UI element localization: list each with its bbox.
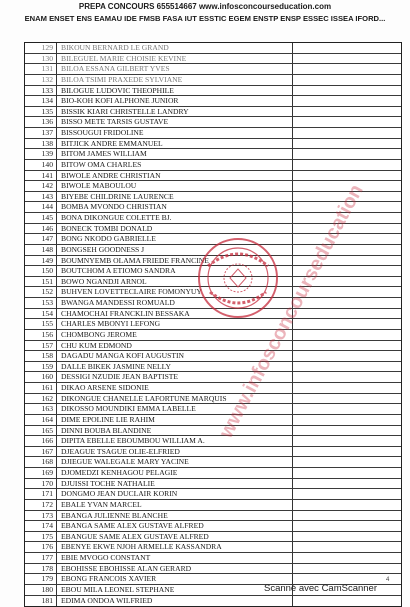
empty-cell bbox=[293, 564, 401, 574]
candidate-name: EBENYE EKWE NJOH ARMELLE KASSANDRA bbox=[57, 542, 293, 552]
table-row bbox=[25, 234, 401, 245]
table-row bbox=[25, 394, 401, 405]
row-number: 147 bbox=[25, 234, 57, 244]
empty-cell bbox=[293, 489, 401, 499]
empty-cell bbox=[293, 319, 401, 329]
row-number: 170 bbox=[25, 479, 57, 489]
empty-cell bbox=[293, 341, 401, 351]
candidate-name: BILOA TSIMI PRAXEDE SYLVIANE bbox=[57, 75, 293, 85]
empty-cell bbox=[293, 468, 401, 478]
row-number: 181 bbox=[25, 596, 57, 607]
row-number: 130 bbox=[25, 54, 57, 64]
empty-cell bbox=[293, 54, 401, 64]
row-number: 176 bbox=[25, 542, 57, 552]
row-number: 155 bbox=[25, 319, 57, 329]
table-row bbox=[25, 202, 401, 213]
table-row bbox=[25, 372, 401, 383]
empty-cell bbox=[293, 117, 401, 127]
table-row bbox=[25, 489, 401, 500]
table-row bbox=[25, 54, 401, 65]
candidate-name: DIME EPOLINE LIE RAHIM bbox=[57, 415, 293, 425]
candidate-name: DJIEGUE WALEGALE MARY YACINE bbox=[57, 457, 293, 467]
row-number: 138 bbox=[25, 139, 57, 149]
row-number: 148 bbox=[25, 245, 57, 255]
candidate-name: BOUTCHOM A ETIOMO SANDRA bbox=[57, 266, 293, 276]
empty-cell bbox=[293, 596, 401, 607]
empty-cell bbox=[293, 75, 401, 85]
row-number: 174 bbox=[25, 521, 57, 531]
table-row bbox=[25, 96, 401, 107]
candidate-name: DINNI BOUBA BLANDINE bbox=[57, 426, 293, 436]
empty-cell bbox=[293, 383, 401, 393]
row-number: 165 bbox=[25, 426, 57, 436]
empty-cell bbox=[293, 426, 401, 436]
empty-cell bbox=[293, 394, 401, 404]
candidate-name: BILOGUE LUDOVIC THEOPHILE bbox=[57, 86, 293, 96]
empty-cell bbox=[293, 330, 401, 340]
table-row bbox=[25, 256, 401, 267]
row-number: 157 bbox=[25, 341, 57, 351]
table-row bbox=[25, 277, 401, 288]
empty-cell bbox=[293, 500, 401, 510]
candidate-name: BOWO NGANDJI ARNOL bbox=[57, 277, 293, 287]
candidate-name: CHAMOCHAI FRANCKLIN BESSAKA bbox=[57, 309, 293, 319]
empty-cell bbox=[293, 415, 401, 425]
row-number: 154 bbox=[25, 309, 57, 319]
candidate-name: DONGMO JEAN DUCLAIR KORIN bbox=[57, 489, 293, 499]
empty-cell bbox=[293, 542, 401, 552]
row-number: 132 bbox=[25, 75, 57, 85]
candidate-name: EBIE MVOGO CONSTANT bbox=[57, 553, 293, 563]
table-row bbox=[25, 298, 401, 309]
candidate-name: BIYEBE CHILDRINE LAURENCE bbox=[57, 192, 293, 202]
candidate-name: DJOMEDZI KENHAGOU PELAGIE bbox=[57, 468, 293, 478]
table-row bbox=[25, 553, 401, 564]
table-row bbox=[25, 564, 401, 575]
table-row bbox=[25, 319, 401, 330]
empty-cell bbox=[293, 171, 401, 181]
row-number: 153 bbox=[25, 298, 57, 308]
row-number: 145 bbox=[25, 213, 57, 223]
candidate-name: DIKOSSO MOUNDIKI EMMA LABELLE bbox=[57, 404, 293, 414]
empty-cell bbox=[293, 96, 401, 106]
candidate-name: BOMBA MVONDO CHRISTIAN bbox=[57, 202, 293, 212]
table-row bbox=[25, 596, 401, 607]
row-number: 179 bbox=[25, 574, 57, 584]
candidate-name: CHOMBONG JEROME bbox=[57, 330, 293, 340]
candidate-name: BILEGUEL MARIE CHOISIE KEVINE bbox=[57, 54, 293, 64]
candidate-name: EBANGA SAME ALEX GUSTAVE ALFRED bbox=[57, 521, 293, 531]
candidate-name: EDIMA ONDOA WILFRIED bbox=[57, 596, 293, 607]
table-row bbox=[25, 351, 401, 362]
camscanner-footer: Scanné avec CamScanner bbox=[264, 583, 378, 594]
row-number: 136 bbox=[25, 117, 57, 127]
row-number: 175 bbox=[25, 532, 57, 542]
table-row bbox=[25, 341, 401, 352]
table-row bbox=[25, 404, 401, 415]
table-row bbox=[25, 457, 401, 468]
watermark-text: www.infosconcourseducation bbox=[215, 180, 368, 442]
row-number: 166 bbox=[25, 436, 57, 446]
row-number: 167 bbox=[25, 447, 57, 457]
table-row bbox=[25, 330, 401, 341]
candidate-name: EBONG FRANCOIS XAVIER bbox=[57, 574, 293, 584]
table-row bbox=[25, 447, 401, 458]
empty-cell bbox=[293, 224, 401, 234]
candidate-name: DAGADU MANGA KOFI AUGUSTIN bbox=[57, 351, 293, 361]
empty-cell bbox=[293, 277, 401, 287]
page-number: 4 bbox=[386, 577, 390, 583]
candidate-name: BIWOLE ANDRE CHRISTIAN bbox=[57, 171, 293, 181]
row-number: 134 bbox=[25, 96, 57, 106]
candidate-name: BISSO METE TARSIS GUSTAVE bbox=[57, 117, 293, 127]
candidate-name: BITOM JAMES WILLIAM bbox=[57, 149, 293, 159]
empty-cell bbox=[293, 202, 401, 212]
row-number: 158 bbox=[25, 351, 57, 361]
row-number: 178 bbox=[25, 564, 57, 574]
table-row bbox=[25, 75, 401, 86]
candidate-name: DALLE BIKEK JASMINE NELLY bbox=[57, 362, 293, 372]
table-row bbox=[25, 213, 401, 224]
row-number: 171 bbox=[25, 489, 57, 499]
candidate-name: EBALE YVAN MARCEL bbox=[57, 500, 293, 510]
candidate-name: DIKAO ARSENE SIDONIE bbox=[57, 383, 293, 393]
empty-cell bbox=[293, 298, 401, 308]
candidate-name: BUHVEN LOVETTECLAIRE FOMONYUY bbox=[57, 287, 293, 297]
table-row bbox=[25, 542, 401, 553]
candidate-name: BITJICK ANDRE EMMANUEL bbox=[57, 139, 293, 149]
row-number: 151 bbox=[25, 277, 57, 287]
empty-cell bbox=[293, 532, 401, 542]
empty-cell bbox=[293, 351, 401, 361]
candidate-name: BIKOUN BERNARD LE GRAND bbox=[57, 43, 293, 53]
candidate-name: BOUMNYEMB OLAMA FRIEDE FRANCINE bbox=[57, 256, 293, 266]
table-row bbox=[25, 532, 401, 543]
candidate-name: DIPITA EBELLE EBOUMBOU WILLIAM A. bbox=[57, 436, 293, 446]
candidate-name: BONA DIKONGUE COLETTE BJ. bbox=[57, 213, 293, 223]
table-row bbox=[25, 383, 401, 394]
candidate-name: BISSIK KIARI CHRISTELLE LANDRY bbox=[57, 107, 293, 117]
header-line-1: PREPA CONCOURS 655514667 www.infosconcourseducation.com bbox=[78, 2, 332, 11]
row-number: 177 bbox=[25, 553, 57, 563]
row-number: 139 bbox=[25, 149, 57, 159]
table-row bbox=[25, 511, 401, 522]
row-number: 149 bbox=[25, 256, 57, 266]
table-row bbox=[25, 160, 401, 171]
empty-cell bbox=[293, 479, 401, 489]
empty-cell bbox=[293, 266, 401, 276]
header-line-2: ENAM ENSET ENS EAMAU IDE FMSB FASA IUT ESSTIC EGEM ENSTP ENSP ESSEC ISSEA IFORD... bbox=[24, 14, 386, 23]
candidate-name: BONECK TOMBI DONALD bbox=[57, 224, 293, 234]
table-row bbox=[25, 64, 401, 75]
candidate-name: DESSIGI NZUDIE JEAN BAPTISTE bbox=[57, 372, 293, 382]
empty-cell bbox=[293, 86, 401, 96]
row-number: 140 bbox=[25, 160, 57, 170]
row-number: 141 bbox=[25, 171, 57, 181]
empty-cell bbox=[293, 192, 401, 202]
table-row bbox=[25, 468, 401, 479]
row-number: 150 bbox=[25, 266, 57, 276]
table-row bbox=[25, 181, 401, 192]
table-row bbox=[25, 139, 401, 150]
candidate-name: BILOA ESSANA GILBERT YVES bbox=[57, 64, 293, 74]
empty-cell bbox=[293, 107, 401, 117]
empty-cell bbox=[293, 309, 401, 319]
row-number: 168 bbox=[25, 457, 57, 467]
empty-cell bbox=[293, 139, 401, 149]
empty-cell bbox=[293, 287, 401, 297]
empty-cell bbox=[293, 553, 401, 563]
candidate-name: DIKONGUE CHANELLE LAFORTUNE MARQUIS bbox=[57, 394, 293, 404]
candidate-name: CHARLES MBONYI LEFONG bbox=[57, 319, 293, 329]
empty-cell bbox=[293, 234, 401, 244]
candidate-name: EBOU MILA LEONEL STEPHANE bbox=[57, 585, 293, 595]
candidate-name: CHU KUM EDMOND bbox=[57, 341, 293, 351]
empty-cell bbox=[293, 362, 401, 372]
table-row bbox=[25, 128, 401, 139]
empty-cell bbox=[293, 436, 401, 446]
empty-cell bbox=[293, 245, 401, 255]
candidate-name: EBANGUE SAME ALEX GUSTAVE ALFRED bbox=[57, 532, 293, 542]
table-row bbox=[25, 107, 401, 118]
row-number: 129 bbox=[25, 43, 57, 53]
row-number: 162 bbox=[25, 394, 57, 404]
empty-cell bbox=[293, 64, 401, 74]
table-row bbox=[25, 86, 401, 97]
table-row bbox=[25, 287, 401, 298]
empty-cell bbox=[293, 457, 401, 467]
table-row bbox=[25, 224, 401, 235]
row-number: 161 bbox=[25, 383, 57, 393]
table-row bbox=[25, 521, 401, 532]
table-row bbox=[25, 43, 401, 54]
empty-cell bbox=[293, 256, 401, 266]
table-row bbox=[25, 362, 401, 373]
table-row bbox=[25, 245, 401, 256]
candidate-name: EBOHISSE EBOHISSE ALAN GERARD bbox=[57, 564, 293, 574]
row-number: 156 bbox=[25, 330, 57, 340]
table-row bbox=[25, 309, 401, 320]
candidate-name: DJUISSI TOCHE NATHALIE bbox=[57, 479, 293, 489]
row-number: 152 bbox=[25, 287, 57, 297]
table-row bbox=[25, 117, 401, 128]
row-number: 180 bbox=[25, 585, 57, 595]
row-number: 163 bbox=[25, 404, 57, 414]
row-number: 169 bbox=[25, 468, 57, 478]
candidate-name: EBANGA JULIENNE BLANCHE bbox=[57, 511, 293, 521]
row-number: 164 bbox=[25, 415, 57, 425]
table-row bbox=[25, 436, 401, 447]
table-row bbox=[25, 426, 401, 437]
candidate-name: BISSOUGUI FRIDOLINE bbox=[57, 128, 293, 138]
row-number: 144 bbox=[25, 202, 57, 212]
table-row bbox=[25, 266, 401, 277]
empty-cell bbox=[293, 128, 401, 138]
empty-cell bbox=[293, 149, 401, 159]
empty-cell bbox=[293, 181, 401, 191]
row-number: 146 bbox=[25, 224, 57, 234]
empty-cell bbox=[293, 404, 401, 414]
row-number: 159 bbox=[25, 362, 57, 372]
table-row bbox=[25, 479, 401, 490]
empty-cell bbox=[293, 43, 401, 53]
candidate-name: BIWOLE MABOULOU bbox=[57, 181, 293, 191]
row-number: 131 bbox=[25, 64, 57, 74]
empty-cell bbox=[293, 372, 401, 382]
empty-cell bbox=[293, 521, 401, 531]
row-number: 172 bbox=[25, 500, 57, 510]
table-row bbox=[25, 415, 401, 426]
empty-cell bbox=[293, 160, 401, 170]
row-number: 135 bbox=[25, 107, 57, 117]
candidate-name: BONG NKODO GABRIELLE bbox=[57, 234, 293, 244]
row-number: 137 bbox=[25, 128, 57, 138]
candidate-name: DJEAGUE TSAGUE OLIE-ELFRIED bbox=[57, 447, 293, 457]
table-row bbox=[25, 171, 401, 182]
empty-cell bbox=[293, 447, 401, 457]
candidate-name: BITOW OMA CHARLES bbox=[57, 160, 293, 170]
candidate-name: BONGSEH GOODNESS J bbox=[57, 245, 293, 255]
candidate-table bbox=[24, 42, 402, 607]
empty-cell bbox=[293, 511, 401, 521]
row-number: 142 bbox=[25, 181, 57, 191]
table-row bbox=[25, 149, 401, 160]
row-number: 143 bbox=[25, 192, 57, 202]
table-row bbox=[25, 500, 401, 511]
candidate-name: BWANGA MANDESSI ROMUALD bbox=[57, 298, 293, 308]
row-number: 133 bbox=[25, 86, 57, 96]
candidate-name: BIO-KOH KOFI ALPHONE JUNIOR bbox=[57, 96, 293, 106]
table-row bbox=[25, 192, 401, 203]
empty-cell bbox=[293, 213, 401, 223]
row-number: 173 bbox=[25, 511, 57, 521]
row-number: 160 bbox=[25, 372, 57, 382]
